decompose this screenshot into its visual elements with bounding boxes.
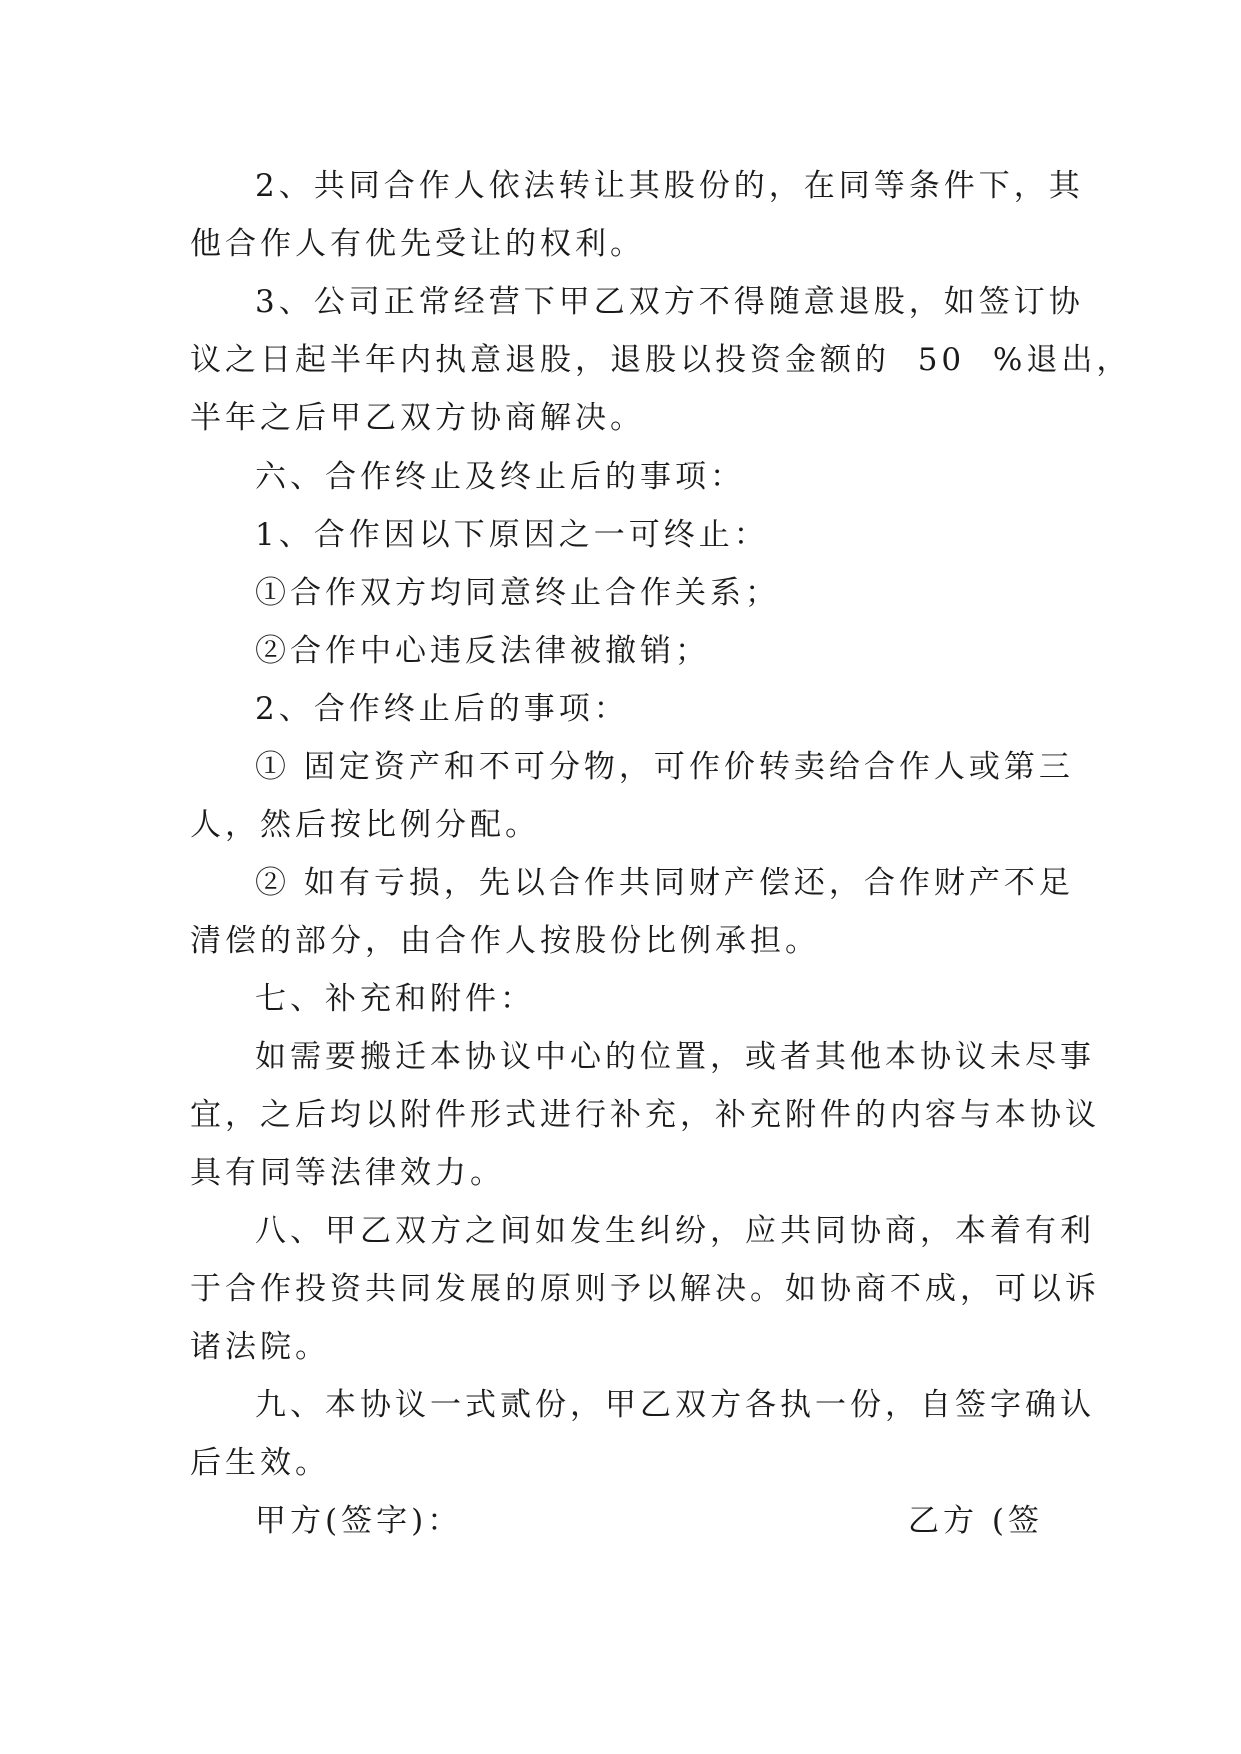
party-a-signature-label: 甲方(签字)： xyxy=(255,1503,463,1539)
text-line: 后生效。 xyxy=(190,1445,330,1481)
text-line: 3、公司正常经营下甲乙双方不得随意退股，如签订协 xyxy=(255,284,1084,320)
text-line: 2、共同合作人依法转让其股份的，在同等条件下，其 xyxy=(255,168,1084,204)
text-line: 八、甲乙双方之间如发生纠纷，应共同协商，本着有利 xyxy=(255,1213,1095,1249)
text-line: 议之日起半年内执意退股，退股以投资金额的 50 %退出， xyxy=(190,342,1132,378)
text-line: 清偿的部分，由合作人按股份比例承担。 xyxy=(190,923,820,959)
text-line: ① 固定资产和不可分物，可作价转卖给合作人或第三 xyxy=(255,749,1074,785)
party-b-signature-label: 乙方 (签 xyxy=(908,1503,1043,1539)
text-line: ①合作双方均同意终止合作关系； xyxy=(255,575,780,611)
text-line: 半年之后甲乙双方协商解决。 xyxy=(190,400,645,436)
text-line: 他合作人有优先受让的权利。 xyxy=(190,226,645,262)
text-line: 诸法院。 xyxy=(190,1329,330,1365)
text-line: 具有同等法律效力。 xyxy=(190,1155,505,1191)
text-line: 1、合作因以下原因之一可终止： xyxy=(255,517,769,553)
text-line: 宜，之后均以附件形式进行补充，补充附件的内容与本协议 xyxy=(190,1097,1100,1133)
text-line: 2、合作终止后的事项： xyxy=(255,691,629,727)
text-line: ② 如有亏损，先以合作共同财产偿还，合作财产不足 xyxy=(255,865,1074,901)
text-line: 人，然后按比例分配。 xyxy=(190,807,540,843)
text-line: ②合作中心违反法律被撤销； xyxy=(255,633,710,669)
section-heading: 六、合作终止及终止后的事项： xyxy=(255,459,745,495)
section-heading: 七、补充和附件： xyxy=(255,981,535,1017)
text-line: 于合作投资共同发展的原则予以解决。如协商不成，可以诉 xyxy=(190,1271,1100,1307)
text-line: 如需要搬迁本协议中心的位置，或者其他本协议未尽事 xyxy=(255,1039,1095,1075)
text-line: 九、本协议一式贰份，甲乙双方各执一份，自签字确认 xyxy=(255,1387,1095,1423)
